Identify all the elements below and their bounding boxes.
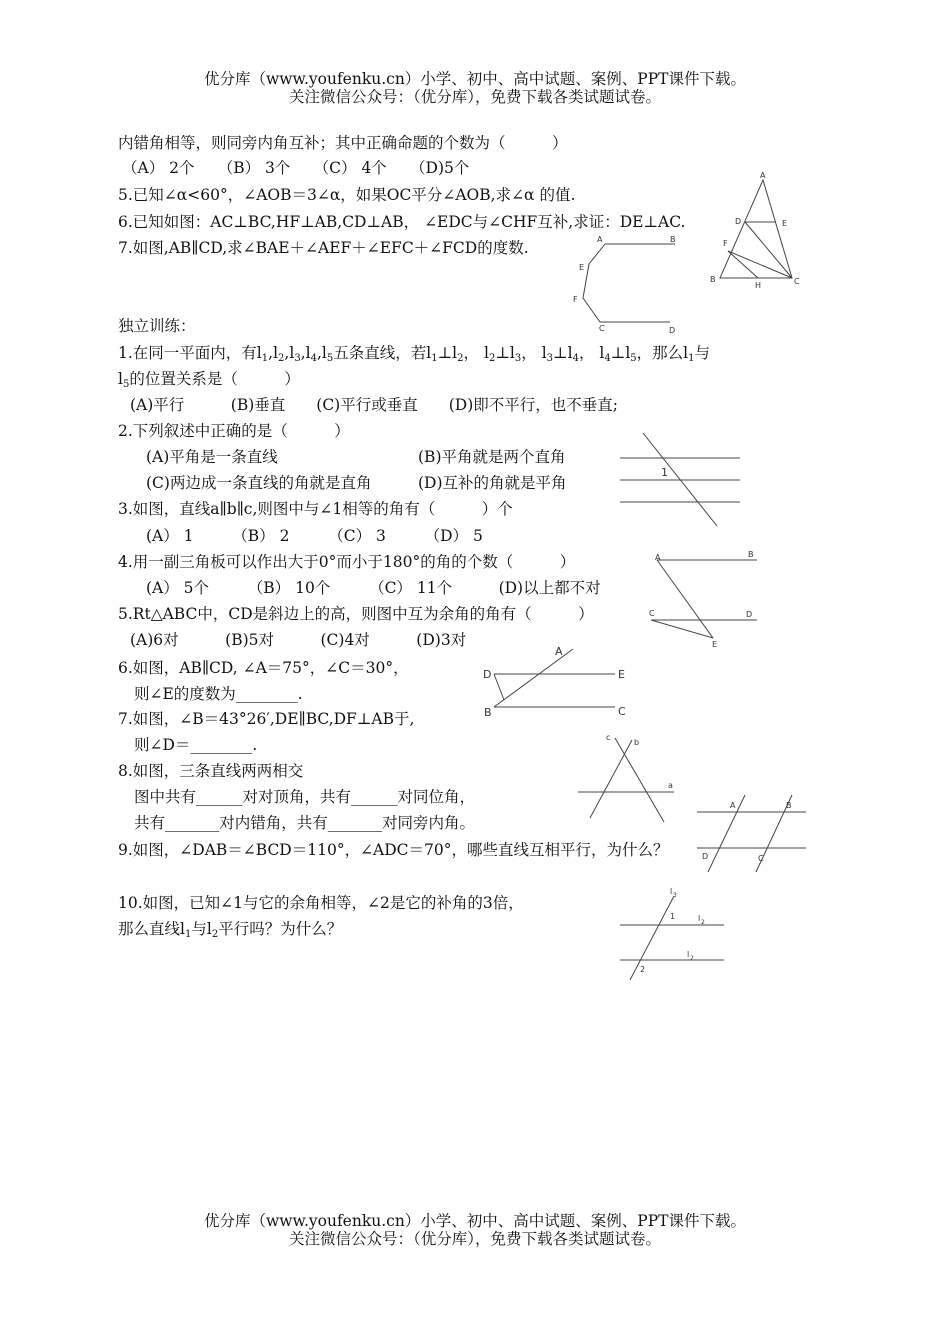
q8-line-2: 图中共有______对对顶角，共有______对同位角，: [134, 788, 476, 806]
triangle-figure: [700, 168, 810, 293]
q2-option-c: (C)两边成一条直线的角就是直角: [146, 474, 372, 492]
segment-dc: [745, 222, 792, 278]
line-b: [590, 740, 632, 818]
label-a: A: [597, 235, 603, 244]
label-b: B: [670, 235, 676, 244]
q2-option-d: (D)互补的角就是平角: [418, 474, 567, 492]
q4-options: （A） 2个 （B） 3个 （C） 4个 （D)5个: [122, 159, 470, 177]
label-l2-upper-sub: 2: [701, 919, 705, 926]
label-l2-lower-sub: 2: [690, 955, 694, 962]
label-a: A: [760, 171, 766, 180]
q7-line-1: 7.如图，∠B＝43°26′,DE∥BC,DF⊥AB于,: [118, 710, 415, 728]
label-f: F: [573, 295, 578, 304]
label-h: H: [755, 281, 762, 290]
polyline-figure: [565, 232, 690, 342]
label-b: B: [484, 706, 492, 719]
label-f: F: [723, 239, 728, 248]
line-l3: [630, 896, 674, 980]
label-b: B: [786, 801, 792, 810]
label-c: C: [758, 854, 764, 863]
label-angle-2: 2: [640, 965, 646, 974]
q2-option-b: (B)平角就是两个直角: [418, 448, 566, 466]
label-e: E: [712, 640, 718, 649]
footer-line-2: 关注微信公众号：（优分库），免费下载各类试题试卷。: [288, 1230, 661, 1248]
label-e: E: [579, 263, 585, 272]
label-d: D: [483, 668, 492, 681]
label-c: C: [649, 609, 655, 618]
section-title: 独立训练：: [118, 317, 196, 335]
label-e: E: [782, 219, 788, 228]
label-b: B: [710, 275, 716, 284]
q2-stem: 2.下列叙述中正确的是（ ）: [118, 422, 350, 440]
header-line-1: 优分库（www.youfenku.cn）小学、初中、高中试题、案例、PPT课件下载。: [203, 70, 747, 88]
label-d: D: [669, 326, 676, 335]
label-angle-1: 1: [670, 912, 676, 921]
label-l2-upper: l: [698, 914, 701, 923]
label-d: D: [735, 217, 742, 226]
label-a: a: [668, 781, 673, 790]
three-lines-figure: [570, 730, 685, 825]
parallelogram-figure: [692, 790, 812, 880]
top-q5: 5.已知∠α<60°，∠AOB＝3∠α，如果OC平分∠AOB,求∠α 的值.: [118, 186, 576, 204]
q1-line-2: $l_5$的位置关系是（ ）: [118, 370, 300, 390]
q2-option-a: (A)平角是一条直线: [146, 448, 278, 466]
q9-stem: 9.如图，∠DAB＝∠BCD＝110°，∠ADC＝70°，哪些直线互相平行，为什么？: [118, 841, 669, 859]
q4-stem: 4.用一副三角板可以作出大于0°而小于180°的角的个数（ ）: [118, 553, 576, 571]
line-ad: [708, 795, 745, 872]
crossing-figure: [480, 643, 635, 723]
q10-line-2: 那么直线$l_1$与$l_2$平行吗？为什么？: [118, 920, 343, 940]
q4-tail: 内错角相等，则同旁内角互补；其中正确命题的个数为（ ）: [118, 134, 568, 152]
q1-line-1: 1.在同一平面内，有$l_1,l_2,l_3,l_4,l_5$五条直线，若$l_1\perp l_2$， $l_2\perp l_3$， $l_3\perp l_4$， $l_4\perp l_5$，那么$l_1$与: [118, 344, 711, 364]
q4-options-b: (A） 5个 （B） 10个 （C） 11个 (D)以上都不对: [146, 579, 601, 597]
label-a: A: [655, 553, 661, 562]
q7-line-2: 则∠D＝________.: [134, 736, 258, 754]
label-a: A: [730, 801, 736, 810]
label-a: A: [555, 645, 563, 658]
footer-line-1: 优分库（www.youfenku.cn）小学、初中、高中试题、案例、PPT课件下载。: [203, 1212, 747, 1230]
polyline-aefc: [583, 244, 605, 322]
label-c: C: [794, 277, 800, 286]
label-c: c: [606, 733, 611, 742]
q10-line-1: 10.如图，已知∠1与它的余角相等，∠2是它的补角的3倍，: [118, 894, 524, 912]
q3-options: (A） 1 （B） 2 （C） 3 （D） 5: [146, 527, 483, 545]
label-b: B: [748, 550, 754, 559]
l-lines-figure: [612, 884, 732, 984]
q5-options: (A)6对 (B)5对 (C)4对 (D)3对: [130, 631, 467, 649]
label-l2-lower: l: [687, 950, 690, 959]
segment-fc: [728, 251, 792, 278]
label-l3: l: [670, 887, 673, 896]
q6-line-1: 6.如图，AB∥CD, ∠A＝75°，∠C＝30°，: [118, 659, 409, 677]
label-d: D: [746, 610, 753, 619]
q1-options: (A)平行 (B)垂直 (C)平行或垂直 (D)即不平行，也不垂直;: [130, 396, 618, 414]
segment-fh: [728, 251, 758, 278]
label-d: D: [702, 852, 709, 861]
z-figure: [645, 548, 760, 653]
q5-stem: 5.Rt△ABC中，CD是斜边上的高，则图中互为余角的角有（ ）: [118, 605, 594, 623]
label-c: C: [599, 324, 605, 333]
top-q7: 7.如图,AB∥CD,求∠BAE＋∠AEF＋∠EFC＋∠FCD的度数.: [118, 239, 529, 257]
parallel-lines-figure: [615, 428, 745, 533]
segment-ae: [657, 560, 713, 638]
label-b: b: [634, 738, 640, 747]
header-line-2: 关注微信公众号：（优分库），免费下载各类试题试卷。: [288, 88, 661, 106]
label-l3-sub: 3: [673, 892, 677, 899]
line-c: [615, 738, 664, 822]
segment-ec: [651, 620, 713, 638]
segment-db: [494, 674, 504, 700]
label-angle-1: 1: [661, 466, 668, 479]
q6-line-2: 则∠E的度数为________.: [134, 685, 303, 703]
q8-line-1: 8.如图，三条直线两两相交: [118, 762, 304, 780]
label-e: E: [618, 668, 625, 681]
q3-stem: 3.如图，直线a∥b∥c,则图中与∠1相等的角有（ ）个: [118, 500, 513, 518]
top-q6: 6.已知如图：AC⊥BC,HF⊥AB,CD⊥AB， ∠EDC与∠CHF互补,求证：DE⊥AC.: [118, 213, 686, 231]
label-c: C: [618, 705, 626, 718]
q8-line-3: 共有_______对内错角，共有_______对同旁内角。: [134, 814, 476, 832]
